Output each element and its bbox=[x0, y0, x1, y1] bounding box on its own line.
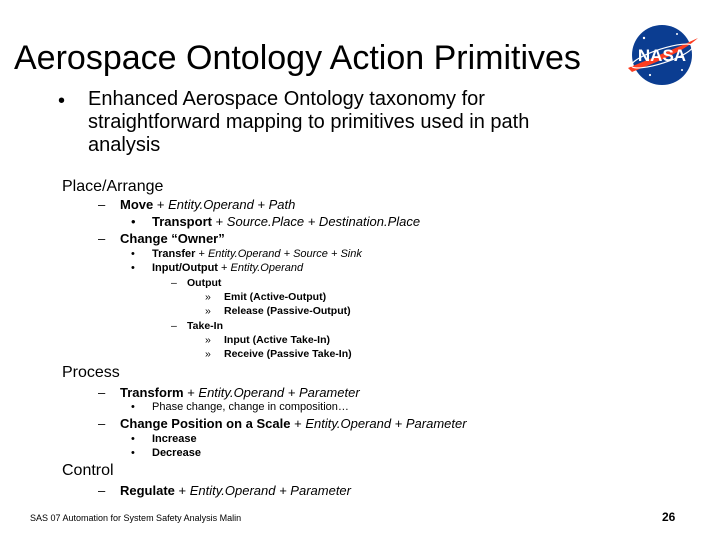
item-release: Release (Passive-Output) bbox=[224, 305, 351, 317]
intro-bullet: • bbox=[58, 90, 66, 112]
footer-text: SAS 07 Automation for System Safety Analysis Malin bbox=[30, 513, 242, 523]
bullet-marker: • bbox=[131, 433, 135, 445]
item-regulate: Regulate + Entity.Operand + Parameter bbox=[120, 483, 351, 498]
nasa-logo bbox=[622, 20, 702, 90]
raquo-marker: » bbox=[205, 305, 211, 317]
item-output: Output bbox=[187, 277, 222, 289]
page-number: 26 bbox=[662, 510, 676, 524]
raquo-marker: » bbox=[205, 291, 211, 303]
dash-marker: – bbox=[98, 231, 106, 246]
item-change-owner: Change “Owner” bbox=[120, 231, 225, 246]
item-input: Input (Active Take-In) bbox=[224, 334, 330, 346]
raquo-marker: » bbox=[205, 334, 211, 346]
bullet-marker: • bbox=[131, 214, 136, 229]
raquo-marker: » bbox=[205, 348, 211, 360]
item-receive: Receive (Passive Take-In) bbox=[224, 348, 352, 360]
item-take-in: Take-In bbox=[187, 320, 223, 332]
svg-text:NASA: NASA bbox=[637, 46, 687, 65]
slide-title: Aerospace Ontology Action Primitives bbox=[14, 39, 581, 77]
item-change-position: Change Position on a Scale + Entity.Operand + Parameter bbox=[120, 416, 467, 431]
item-phase-change: Phase change, change in composition… bbox=[152, 401, 349, 413]
bullet-marker: • bbox=[131, 262, 135, 274]
item-decrease: Decrease bbox=[152, 447, 201, 459]
item-move: Move + Entity.Operand + Path bbox=[120, 197, 296, 212]
heading-process: Process bbox=[62, 364, 120, 381]
dash-marker: – bbox=[171, 320, 177, 332]
bullet-marker: • bbox=[131, 248, 135, 260]
item-transport: Transport + Source.Place + Destination.Place bbox=[152, 214, 421, 229]
item-input-output: Input/Output + Entity.Operand bbox=[152, 262, 304, 274]
heading-place-arrange: Place/Arrange bbox=[62, 178, 164, 195]
item-transform: Transform + Entity.Operand + Parameter bbox=[120, 385, 360, 400]
dash-marker: – bbox=[98, 385, 106, 400]
bullet-marker: • bbox=[131, 447, 135, 459]
dash-marker: – bbox=[98, 483, 106, 498]
item-increase: Increase bbox=[152, 433, 197, 445]
bullet-marker: • bbox=[131, 401, 135, 413]
dash-marker: – bbox=[171, 277, 177, 289]
intro-text: Enhanced Aerospace Ontology taxonomy for straightforward mapping to primitives used in path analysis bbox=[88, 88, 530, 156]
dash-marker: – bbox=[98, 197, 106, 212]
heading-control: Control bbox=[62, 462, 114, 479]
dash-marker: – bbox=[98, 416, 106, 431]
item-emit: Emit (Active-Output) bbox=[224, 291, 327, 303]
item-transfer: Transfer + Entity.Operand + Source + Sink bbox=[152, 248, 362, 260]
